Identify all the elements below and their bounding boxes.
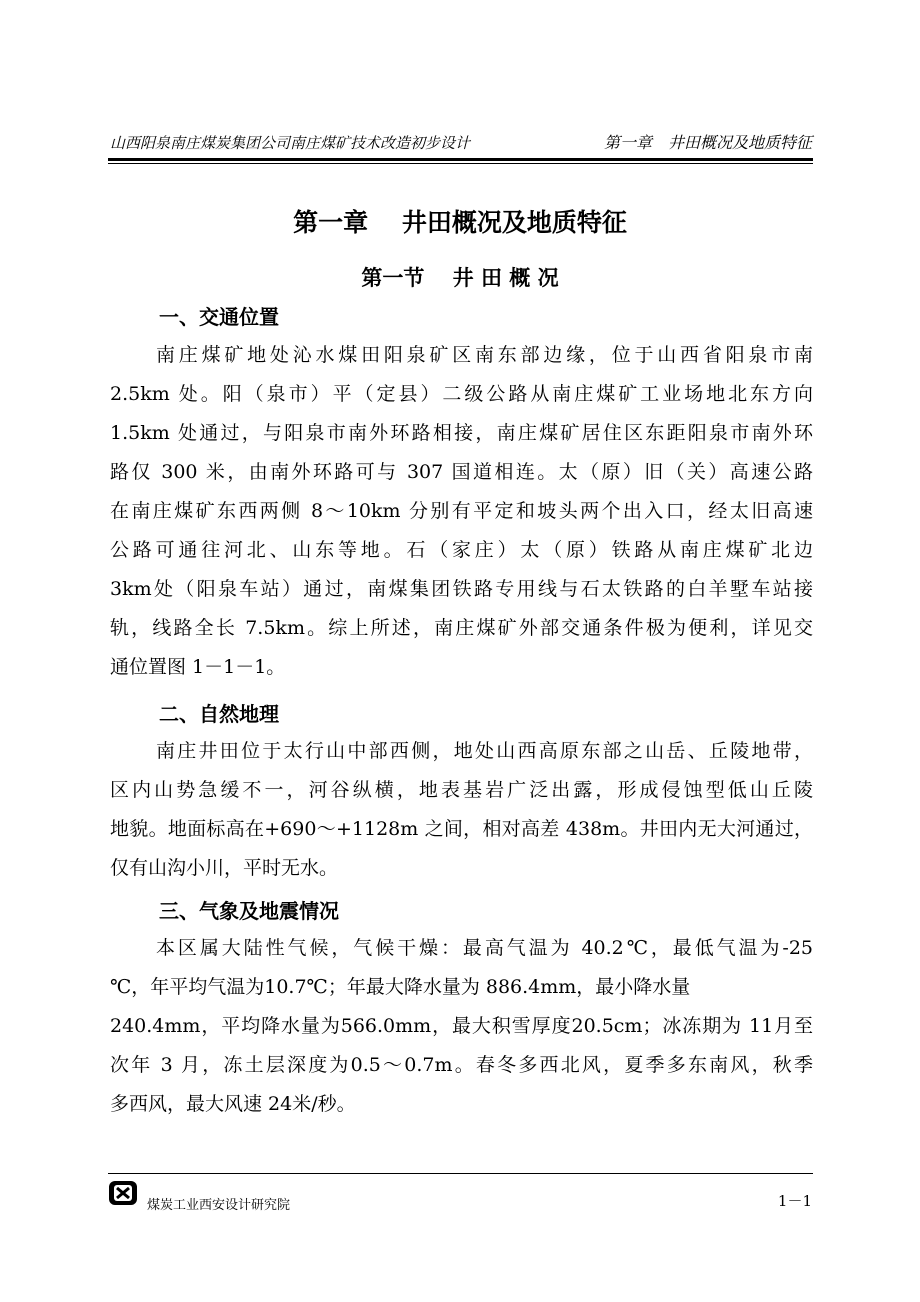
paragraph-line: 240.4mm，平均降水量为566.0mm，最大积雪厚度20.5cm；冰冻期为 11月至 [110,1015,813,1037]
paragraph-line: 次年 3 月，冻土层深度为0.5～0.7m。春冬多西北风，夏季多东南风，秋季 [110,1054,813,1076]
header-rule [108,158,813,161]
header-rule-thin [108,163,813,164]
page-number: 1－1 [777,1192,812,1210]
paragraph-line: 2.5km 处。阳（泉市）平（定县）二级公路从南庄煤矿工业场地北东方向 [110,383,813,405]
paragraph-line: 本区属大陆性气候，气候干燥：最高气温为 40.2℃，最低气温为-25 [156,937,813,959]
institute-logo-icon [108,1180,138,1206]
header-document-title: 山西阳泉南庄煤炭集团公司南庄煤矿技术改造初步设计 [110,134,471,152]
paragraph-line: 仅有山沟小川，平时无水。 [110,857,339,879]
paragraph-line: 南庄煤矿地处沁水煤田阳泉矿区南东部边缘，位于山西省阳泉市南 [156,344,813,366]
paragraph-line: 在南庄煤矿东西两侧 8～10km 分别有平定和坡头两个出入口，经太旧高速 [110,500,813,522]
section-title: 第一节 井 田 概 况 [361,266,559,290]
paragraph-line: 3km处（阳泉车站）通过，南煤集团铁路专用线与石太铁路的白羊墅车站接 [110,578,813,600]
paragraph-line: 轨，线路全长 7.5km。综上所述，南庄煤矿外部交通条件极为便利，详见交 [110,617,813,639]
paragraph-line: ℃，年平均气温为10.7℃；年最大降水量为 886.4mm，最小降水量 [110,976,691,998]
paragraph-line: 1.5km 处通过，与阳泉市南外环路相接，南庄煤矿居住区东距阳泉市南外环 [110,422,813,444]
paragraph-line: 地貌。地面标高在+690～+1128m 之间，相对高差 438m。井田内无大河通过， [110,818,813,840]
chapter-title: 第一章 井田概况及地质特征 [293,208,627,237]
paragraph-line: 路仅 300 米，由南外环路可与 307 国道相连。太（原）旧（关）高速公路 [110,461,813,483]
paragraph-line: 通位置图 1－1－1。 [110,656,286,678]
paragraph-line: 多西风，最大风速 24米/秒。 [110,1093,356,1115]
paragraph-line: 南庄井田位于太行山中部西侧，地处山西高原东部之山岳、丘陵地带， [156,740,813,762]
paragraph-line: 公路可通往河北、山东等地。石（家庄）太（原）铁路从南庄煤矿北边 [110,539,813,561]
footer-rule [108,1173,813,1174]
footer-organization: 煤炭工业西安设计研究院 [147,1198,291,1213]
subheading-climate: 三、气象及地震情况 [159,899,339,923]
running-header [110,130,812,152]
paragraph-line: 区内山势急缓不一，河谷纵横，地表基岩广泛出露，形成侵蚀型低山丘陵 [110,779,813,801]
subheading-traffic: 一、交通位置 [159,305,279,329]
subheading-geography: 二、自然地理 [159,702,279,726]
header-chapter-title: 第一章 井田概况及地质特征 [603,133,812,152]
